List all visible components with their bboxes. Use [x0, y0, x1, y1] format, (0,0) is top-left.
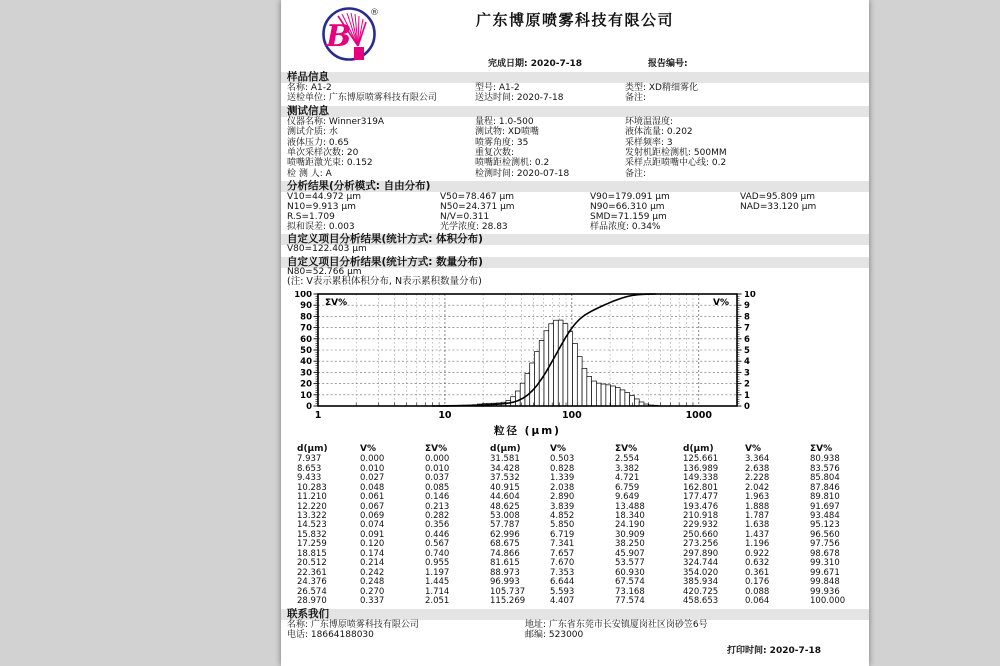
info-cell: 喷嘴距检测机: 0.2: [475, 158, 550, 169]
left-axis-tick-label: 40: [300, 357, 312, 368]
table-cell: 0.085: [425, 482, 450, 493]
distribution-table: [281, 444, 869, 606]
info-cell: 仪器名称: Winner319A: [287, 116, 385, 127]
table-cell: 0.091: [360, 529, 385, 540]
info-cell: VAD=95.809 μm: [740, 192, 816, 203]
table-header-cell: d(μm): [683, 444, 714, 455]
table-cell: 11.210: [297, 492, 327, 503]
x-axis-tick-label: 10: [438, 410, 452, 422]
table-cell: 67.574: [615, 577, 645, 588]
info-cell: 采样点距喷嘴中心线: 0.2: [625, 158, 727, 169]
table-cell: 3.364: [745, 454, 770, 465]
info-row: [281, 192, 869, 202]
histogram-bar: [611, 386, 616, 406]
table-cell: 81.615: [490, 558, 520, 569]
histogram-bar: [530, 363, 535, 406]
section-title-custom-number: 自定义项目分析结果(统计方式: 数量分布): [281, 257, 869, 268]
table-cell: 0.828: [550, 463, 575, 474]
sample-info-rows: [281, 83, 869, 104]
analysis-result-rows: [281, 192, 869, 232]
info-cell: 光学浓度: 28.83: [440, 222, 508, 233]
table-cell: 0.010: [360, 463, 385, 474]
table-cell: 2.890: [550, 492, 575, 503]
table-cell: 0.027: [360, 473, 385, 484]
info-cell: 喷雾角度: 35: [475, 137, 529, 148]
table-cell: 0.242: [360, 567, 385, 578]
table-cell: 0.048: [360, 482, 385, 493]
table-cell: 4.721: [615, 473, 640, 484]
table-cell: 28.970: [297, 596, 327, 607]
table-cell: 297.890: [683, 548, 719, 559]
info-row: [281, 138, 869, 148]
histogram-bar: [539, 341, 544, 407]
table-cell: 18.815: [297, 548, 327, 559]
table-cell: 0.061: [360, 492, 385, 503]
table-cell: 74.866: [490, 548, 520, 559]
table-cell: 1.638: [745, 520, 770, 531]
table-cell: 115.269: [490, 596, 526, 607]
right-axis-tick-label: 8: [744, 312, 750, 323]
histogram-bar: [592, 381, 597, 406]
info-cell: 环境温湿度:: [625, 116, 674, 127]
table-cell: 0.000: [360, 454, 385, 465]
table-cell: 17.259: [297, 539, 327, 550]
info-cell: 样品浓度: 0.34%: [590, 222, 661, 233]
info-cell: 测试介质: 水: [287, 127, 338, 138]
info-cell: 发射机距检测机: 500MM: [625, 148, 727, 159]
table-cell: 85.804: [810, 473, 840, 484]
table-cell: 0.146: [425, 492, 450, 503]
logo-letter: B: [326, 19, 352, 54]
info-cell: V50=78.467 μm: [440, 192, 514, 203]
info-row: [281, 620, 869, 631]
histogram-bar: [615, 388, 620, 406]
histogram-bar: [554, 320, 559, 406]
table-cell: 0.088: [745, 586, 770, 597]
info-cell: 邮编: 523000: [525, 630, 584, 640]
table-cell: 0.000: [425, 454, 450, 465]
info-cell: [740, 222, 869, 232]
table-cell: 273.256: [683, 539, 719, 550]
table-cell: 93.484: [810, 510, 840, 521]
right-axis-tick-label: 2: [744, 379, 750, 390]
table-cell: 193.476: [683, 501, 719, 512]
table-cell: 38.250: [615, 539, 645, 550]
left-axis-tick-label: 10: [300, 391, 312, 402]
info-cell: 备注:: [625, 93, 647, 104]
table-cell: 14.523: [297, 520, 327, 531]
table-header-cell: V%: [360, 444, 376, 455]
table-cell: 0.064: [745, 596, 770, 607]
company-name: 广东博原喷雾科技有限公司: [475, 11, 674, 29]
info-cell: V90=179.091 μm: [590, 192, 670, 203]
table-cell: 0.361: [745, 567, 770, 578]
table-cell: 0.067: [360, 501, 385, 512]
table-cell: 31.581: [490, 454, 520, 465]
info-cell: SMD=71.159 μm: [590, 212, 667, 223]
info-cell: V10=44.972 μm: [287, 192, 361, 203]
table-cell: 0.010: [425, 463, 450, 474]
table-cell: 91.697: [810, 501, 840, 512]
info-cell: 型号: A1-2: [475, 83, 520, 93]
table-cell: 354.020: [683, 567, 719, 578]
table-cell: 250.660: [683, 529, 719, 540]
info-row: [281, 222, 869, 232]
table-cell: 45.907: [615, 548, 645, 559]
table-cell: 149.338: [683, 473, 719, 484]
x-axis-tick-label: 1: [314, 410, 322, 422]
section-title-test-info: 测试信息: [281, 106, 869, 117]
info-row: [281, 93, 869, 103]
table-cell: 2.554: [615, 454, 640, 465]
right-axis-tick-label: 9: [744, 301, 750, 312]
table-cell: 136.989: [683, 463, 719, 474]
table-cell: 420.725: [683, 586, 719, 597]
table-cell: 162.801: [683, 482, 719, 493]
test-info-rows: [281, 117, 869, 179]
info-cell: R.S=1.709: [287, 212, 335, 223]
info-cell: [740, 212, 869, 222]
table-cell: 0.356: [425, 520, 450, 531]
info-cell: 量程: 1.0-500: [475, 116, 534, 127]
print-time: 打印时间: 2020-7-18: [726, 646, 821, 656]
table-cell: 44.604: [490, 492, 520, 503]
custom-volume-value: V80=122.403 μm: [287, 244, 367, 255]
table-cell: 77.574: [615, 596, 645, 607]
table-cell: 0.740: [425, 548, 450, 559]
report-header: [281, 0, 869, 70]
report-number: 报告编号:: [648, 59, 688, 69]
table-cell: 20.512: [297, 558, 327, 569]
table-cell: 22.361: [297, 567, 327, 578]
histogram-bar: [525, 374, 530, 406]
table-cell: 68.675: [490, 539, 520, 550]
histogram-bar: [582, 369, 587, 407]
table-cell: 53.577: [615, 558, 645, 569]
section-title-sample-info: 样品信息: [281, 72, 869, 83]
info-cell: N10=9.913 μm: [287, 202, 356, 213]
table-header-cell: ΣV%: [615, 444, 638, 455]
info-cell: N/V=0.311: [440, 212, 490, 223]
left-axis-tick-label: 30: [300, 368, 312, 379]
table-cell: 1.339: [550, 473, 575, 484]
table-cell: 4.407: [550, 596, 575, 607]
table-cell: 125.661: [683, 454, 719, 465]
table-cell: 9.433: [297, 473, 322, 484]
info-cell: 检 测 人: A: [287, 168, 332, 179]
table-cell: 80.938: [810, 454, 840, 465]
table-cell: 1.196: [745, 539, 770, 550]
histogram-bar: [558, 320, 563, 406]
table-cell: 385.934: [683, 577, 719, 588]
table-cell: 34.428: [490, 463, 520, 474]
info-cell: 检测时间: 2020-07-18: [475, 168, 570, 179]
table-cell: 2.051: [425, 596, 450, 607]
table-cell: 62.996: [490, 529, 520, 540]
histogram-bar: [568, 332, 573, 406]
table-cell: 83.576: [810, 463, 840, 474]
info-cell: 单次采样次数: 20: [287, 148, 359, 159]
info-cell: 液体压力: 0.65: [287, 137, 349, 148]
info-cell: 重复次数:: [475, 148, 515, 159]
table-cell: 1.445: [425, 577, 450, 588]
right-axis-tick-label: 4: [744, 357, 750, 368]
table-cell: 99.310: [810, 558, 840, 569]
section-title-custom-volume: 自定义项目分析结果(统计方式: 体积分布): [281, 234, 869, 245]
right-axis-tick-label: 6: [744, 335, 750, 346]
table-cell: 1.888: [745, 501, 770, 512]
table-cell: 6.759: [615, 482, 640, 493]
table-cell: 37.532: [490, 473, 520, 484]
table-cell: 1.714: [425, 586, 450, 597]
right-axis-tick-label: 1: [744, 391, 750, 402]
table-cell: 87.846: [810, 482, 840, 493]
table-cell: 6.719: [550, 529, 575, 540]
histogram-bar: [515, 391, 520, 406]
left-axis-tick-label: 100: [294, 291, 312, 301]
right-axis-tick-label: 0: [744, 402, 750, 413]
histogram-bar: [587, 377, 592, 407]
table-cell: 96.993: [490, 577, 520, 588]
right-axis-title: V%: [713, 298, 729, 309]
table-cell: 0.955: [425, 558, 450, 569]
table-cell: 1.787: [745, 510, 770, 521]
table-cell: 0.176: [745, 577, 770, 588]
left-axis-title: ΣV%: [325, 298, 348, 309]
table-header-cell: d(μm): [490, 444, 521, 455]
table-cell: 4.852: [550, 510, 575, 521]
x-axis-tick-label: 100: [561, 410, 582, 422]
info-cell: 测试物: XD喷嘴: [475, 127, 539, 138]
info-row: [281, 630, 869, 641]
table-cell: 324.744: [683, 558, 719, 569]
histogram-bar: [577, 357, 582, 406]
table-header-cell: d(μm): [297, 444, 328, 455]
table-cell: 0.282: [425, 510, 450, 521]
right-axis-tick-label: 5: [744, 346, 750, 357]
table-cell: 5.593: [550, 586, 575, 597]
table-cell: 13.488: [615, 501, 645, 512]
particle-size-chart-svg: [281, 291, 869, 439]
info-row: [281, 127, 869, 137]
table-cell: 96.560: [810, 529, 840, 540]
table-cell: 97.756: [810, 539, 840, 550]
left-axis-tick-label: 0: [306, 402, 312, 413]
complete-date: 完成日期: 2020-7-18: [488, 59, 583, 69]
table-cell: 2.038: [550, 482, 575, 493]
table-cell: 0.503: [550, 454, 575, 465]
info-cell: 拟和误差: 0.003: [287, 222, 355, 233]
table-cell: 60.930: [615, 567, 645, 578]
histogram-bar: [601, 384, 606, 406]
table-cell: 0.174: [360, 548, 385, 559]
info-row: [281, 83, 869, 93]
info-cell: N50=24.371 μm: [440, 202, 515, 213]
x-axis-tick-label: 1000: [685, 410, 713, 422]
contact-rows: [281, 620, 869, 641]
x-axis-title: 粒径 (μm): [494, 425, 561, 438]
table-cell: 1.197: [425, 567, 450, 578]
info-cell: N90=66.310 μm: [590, 202, 665, 213]
section-title-analysis-result: 分析结果(分析模式: 自由分布): [281, 181, 869, 192]
table-cell: 99.936: [810, 586, 840, 597]
left-axis-tick-label: 60: [300, 335, 312, 346]
table-cell: 177.477: [683, 492, 719, 503]
table-cell: 210.918: [683, 510, 719, 521]
info-cell: 喷嘴距激光束: 0.152: [287, 158, 373, 169]
particle-size-chart: [281, 291, 869, 439]
info-cell: 名称: A1-2: [287, 83, 332, 93]
info-row: [281, 212, 869, 222]
info-cell: 液体流量: 0.202: [625, 127, 693, 138]
table-header-cell: ΣV%: [425, 444, 448, 455]
table-cell: 13.322: [297, 510, 327, 521]
section-title-contact: 联系我们: [281, 609, 869, 620]
table-cell: 73.168: [615, 586, 645, 597]
left-axis-tick-label: 50: [300, 346, 312, 357]
logo-nozzle-block: [354, 47, 364, 60]
table-cell: 458.653: [683, 596, 719, 607]
right-axis-tick-label: 10: [744, 291, 756, 301]
table-cell: 0.337: [360, 596, 385, 607]
histogram-bar: [596, 383, 601, 406]
info-cell: 采样频率: 3: [625, 137, 673, 148]
histogram-bar: [634, 399, 639, 406]
info-row: [281, 117, 869, 127]
table-cell: 100.000: [810, 596, 846, 607]
table-cell: 10.283: [297, 482, 327, 493]
table-cell: 0.922: [745, 548, 770, 559]
table-cell: 53.008: [490, 510, 520, 521]
custom-number-value: N80=52.766 μm: [287, 266, 362, 277]
histogram-bar: [573, 344, 578, 407]
table-cell: 8.653: [297, 463, 322, 474]
table-cell: 0.248: [360, 577, 385, 588]
info-cell: 名称: 广东博原喷雾科技有限公司: [287, 619, 419, 630]
table-cell: 26.574: [297, 586, 327, 597]
table-row: [297, 597, 869, 606]
table-cell: 0.037: [425, 473, 450, 484]
table-cell: 12.220: [297, 501, 327, 512]
table-cell: 98.678: [810, 548, 840, 559]
table-cell: 99.671: [810, 567, 840, 578]
table-header-cell: ΣV%: [810, 444, 833, 455]
table-cell: 57.787: [490, 520, 520, 531]
table-cell: 7.341: [550, 539, 575, 550]
table-cell: 2.228: [745, 473, 770, 484]
table-cell: 0.069: [360, 510, 385, 521]
left-axis-tick-label: 80: [300, 312, 312, 323]
table-cell: 24.376: [297, 577, 327, 588]
right-axis-tick-label: 7: [744, 323, 750, 334]
table-cell: 7.657: [550, 548, 575, 559]
info-row: [281, 148, 869, 158]
table-cell: 18.340: [615, 510, 645, 521]
table-cell: 105.737: [490, 586, 526, 597]
left-axis-tick-label: 70: [300, 323, 312, 334]
report-page: [281, 0, 869, 666]
table-cell: 0.213: [425, 501, 450, 512]
table-cell: 15.832: [297, 529, 327, 540]
table-cell: 40.915: [490, 482, 520, 493]
table-cell: 30.909: [615, 529, 645, 540]
table-cell: 229.932: [683, 520, 719, 531]
table-cell: 88.973: [490, 567, 520, 578]
info-cell: 送达时间: 2020-7-18: [475, 93, 564, 104]
table-cell: 0.632: [745, 558, 770, 569]
histogram-bar: [534, 352, 539, 406]
table-cell: 2.042: [745, 482, 770, 493]
histogram-bar: [620, 390, 625, 406]
table-cell: 95.123: [810, 520, 840, 531]
table-cell: 48.625: [490, 501, 520, 512]
table-cell: 0.120: [360, 539, 385, 550]
info-cell: 地址: 广东省东莞市长安镇厦岗社区岗砂笠6号: [525, 619, 708, 630]
table-cell: 0.270: [360, 586, 385, 597]
table-cell: 9.649: [615, 492, 640, 503]
table-cell: 1.437: [745, 529, 770, 540]
histogram-bar: [520, 383, 525, 406]
histogram-bar: [630, 396, 635, 406]
info-row: [281, 158, 869, 168]
info-cell: 类型: XD精细雾化: [625, 83, 698, 93]
distribution-note: (注: V表示累积体积分布, N表示累积数量分布): [287, 276, 482, 288]
histogram-bar: [625, 393, 630, 406]
table-cell: 2.638: [745, 463, 770, 474]
table-cell: 0.446: [425, 529, 450, 540]
table-cell: 0.074: [360, 520, 385, 531]
info-row: [281, 169, 869, 179]
info-row: [281, 202, 869, 212]
table-cell: 0.567: [425, 539, 450, 550]
table-cell: 7.937: [297, 454, 322, 465]
table-cell: 6.644: [550, 577, 575, 588]
table-header-cell: V%: [745, 444, 761, 455]
table-cell: 1.963: [745, 492, 770, 503]
right-axis-tick-label: 3: [744, 368, 750, 379]
table-cell: 89.810: [810, 492, 840, 503]
table-cell: 7.353: [550, 567, 575, 578]
table-cell: 24.190: [615, 520, 645, 531]
info-cell: NAD=33.120 μm: [740, 202, 817, 213]
table-cell: 7.670: [550, 558, 575, 569]
info-cell: 备注:: [625, 168, 647, 179]
table-cell: 3.839: [550, 501, 575, 512]
table-cell: 0.214: [360, 558, 385, 569]
table-header-cell: V%: [550, 444, 566, 455]
info-cell: 送检单位: 广东博原喷雾科技有限公司: [287, 93, 437, 104]
table-cell: 99.848: [810, 577, 840, 588]
info-cell: 电话: 18664188030: [287, 630, 374, 640]
left-axis-tick-label: 90: [300, 301, 312, 312]
table-cell: 5.850: [550, 520, 575, 531]
registered-trademark-icon: ®: [370, 8, 379, 18]
left-axis-tick-label: 20: [300, 379, 312, 390]
table-cell: 3.382: [615, 463, 640, 474]
